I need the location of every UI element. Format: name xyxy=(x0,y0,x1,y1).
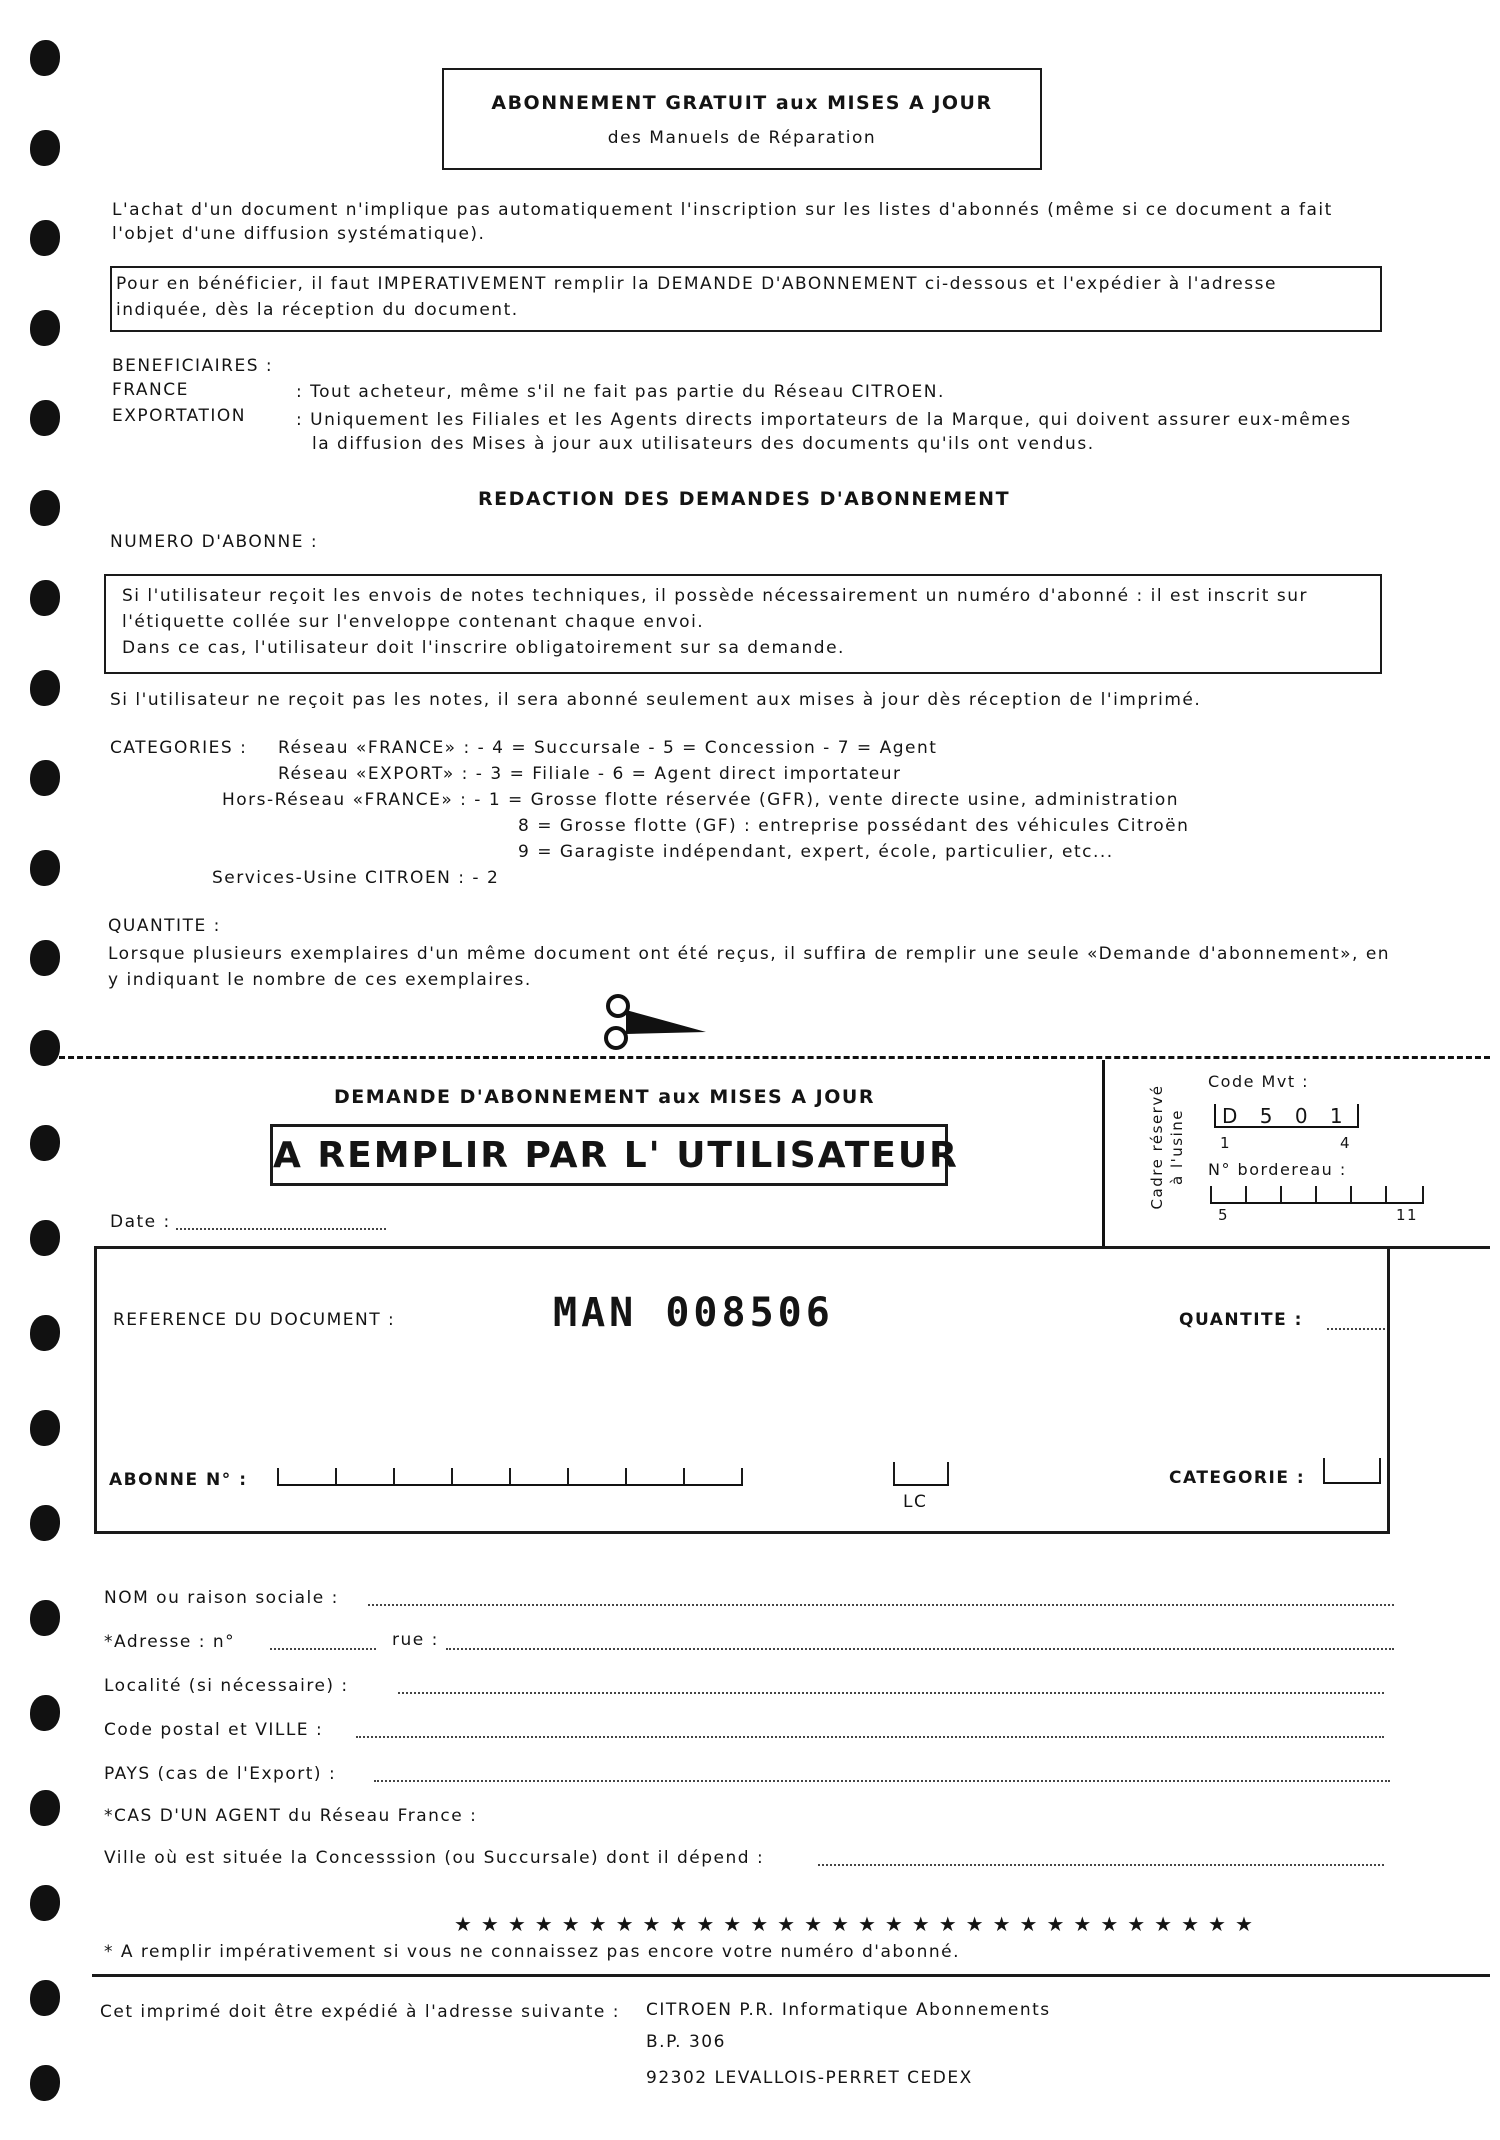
code-mvt-index-start: 1 xyxy=(1220,1134,1232,1152)
numero-box-line-3: Dans ce cas, l'utilisateur doit l'inscrire obligatoirement sur sa demande. xyxy=(122,638,845,658)
punch-hole xyxy=(30,1600,60,1636)
header-box xyxy=(442,68,1042,170)
code-mvt-label: Code Mvt : xyxy=(1208,1072,1310,1091)
punch-hole xyxy=(30,130,60,166)
reference-value: MAN 008506 xyxy=(553,1290,834,1336)
scissors-icon xyxy=(596,990,716,1050)
category-row-6: Services-Usine CITROEN : - 2 xyxy=(212,868,500,888)
redaction-heading: REDACTION DES DEMANDES D'ABONNEMENT xyxy=(478,488,1011,510)
form-title: DEMANDE D'ABONNEMENT aux MISES A JOUR xyxy=(334,1086,875,1108)
adresse-label: *Adresse : n° xyxy=(104,1632,236,1652)
lc-field[interactable] xyxy=(893,1464,949,1486)
punch-hole xyxy=(30,1030,60,1066)
notice-line-1: Pour en bénéficier, il faut IMPERATIVEMENT remplir la DEMANDE D'ABONNEMENT ci-dessous et l'expédier à l'adresse xyxy=(116,274,1277,294)
cadre-reserve-label xyxy=(1130,1080,1186,1230)
quantite-field[interactable] xyxy=(1327,1328,1385,1330)
quantite-heading: QUANTITE : xyxy=(108,916,221,936)
bordereau-label: N° bordereau : xyxy=(1208,1160,1347,1179)
send-label: Cet imprimé doit être expédié à l'adresse suivante : xyxy=(100,2002,620,2022)
category-row-3: Hors-Réseau «FRANCE» : - 1 = Grosse flotte réservée (GFR), vente directe usine, administration xyxy=(222,790,1180,810)
quantite-line-2: y indiquant le nombre de ces exemplaires. xyxy=(108,970,532,990)
punch-hole xyxy=(30,1980,60,2016)
beneficiaires-heading: BENEFICIAIRES : xyxy=(112,356,274,376)
intro-line-1: L'achat d'un document n'implique pas automatiquement l'inscription sur les listes d'abonnés (même si ce document a fait xyxy=(112,200,1333,220)
code-postal-field[interactable] xyxy=(356,1736,1384,1738)
categorie-field[interactable] xyxy=(1323,1460,1381,1484)
france-text: : Tout acheteur, même s'il ne fait pas partie du Réseau CITROEN. xyxy=(296,382,945,402)
cadre-divider xyxy=(1102,1060,1105,1246)
category-row-5: 9 = Garagiste indépendant, expert, école, particulier, etc... xyxy=(518,842,1114,862)
punch-hole xyxy=(30,940,60,976)
punch-hole xyxy=(30,1505,60,1541)
address-line-3: 92302 LEVALLOIS-PERRET CEDEX xyxy=(646,2068,973,2088)
quantite-line-1: Lorsque plusieurs exemplaires d'un même document ont été reçus, il suffira de remplir une seule «Demande d'abonnement», en xyxy=(108,944,1391,964)
numero-box-line-2: l'étiquette collée sur l'enveloppe contenant chaque envoi. xyxy=(122,612,705,632)
export-label: EXPORTATION xyxy=(112,406,246,426)
notice-box xyxy=(110,266,1382,332)
numero-after-box: Si l'utilisateur ne reçoit pas les notes, il sera abonné seulement aux mises à jour dès réception de l'imprimé. xyxy=(110,690,1202,710)
stars-separator: ★★★★★★★★★★★★★★★★★★★★★★★★★★★★★★ xyxy=(454,1912,1262,1936)
nom-field[interactable] xyxy=(368,1604,1394,1606)
header-subtitle: des Manuels de Réparation xyxy=(607,128,877,148)
export-text-2: la diffusion des Mises à jour aux utilisateurs des documents qu'ils ont vendus. xyxy=(312,434,1095,454)
bordereau-index-end: 11 xyxy=(1396,1206,1419,1224)
cadre-label-2: à l'usine xyxy=(1168,1109,1186,1185)
nom-label: NOM ou raison sociale : xyxy=(104,1588,339,1608)
france-label: FRANCE xyxy=(112,380,189,400)
punch-hole xyxy=(30,1125,60,1161)
footer-rule xyxy=(92,1974,1490,1977)
address-line-1: CITROEN P.R. Informatique Abonnements xyxy=(646,2000,1051,2020)
categorie-label: CATEGORIE : xyxy=(1169,1468,1306,1488)
bordereau-index-start: 5 xyxy=(1218,1206,1230,1224)
numero-box-line-1: Si l'utilisateur reçoit les envois de notes techniques, il possède nécessairement un numéro d'abonné : il est inscrit sur xyxy=(122,586,1308,606)
category-row-4: 8 = Grosse flotte (GF) : entreprise possédant des véhicules Citroën xyxy=(518,816,1190,836)
punch-hole xyxy=(30,220,60,256)
punch-hole xyxy=(30,1790,60,1826)
agent-label: *CAS D'UN AGENT du Réseau France : xyxy=(104,1806,478,1826)
reference-label: REFERENCE DU DOCUMENT : xyxy=(113,1310,396,1330)
header-title: ABONNEMENT GRATUIT aux MISES A JOUR xyxy=(491,92,993,114)
rue-field[interactable] xyxy=(446,1648,1394,1650)
notice-line-2: indiquée, dès la réception du document. xyxy=(116,300,519,320)
export-text-1: : Uniquement les Filiales et les Agents directs importateurs de la Marque, qui doivent assurer eux-mêmes xyxy=(296,410,1352,430)
punch-hole xyxy=(30,490,60,526)
pays-label: PAYS (cas de l'Export) : xyxy=(104,1764,337,1784)
quantite-field-label: QUANTITE : xyxy=(1179,1310,1303,1330)
adresse-numero-field[interactable] xyxy=(270,1648,376,1650)
localite-field[interactable] xyxy=(398,1692,1384,1694)
ville-field[interactable] xyxy=(818,1864,1384,1866)
footer-note: * A remplir impérativement si vous ne connaissez pas encore votre numéro d'abonné. xyxy=(104,1942,960,1962)
date-field[interactable] xyxy=(176,1228,386,1230)
ville-label: Ville où est située la Concesssion (ou Succursale) dont il dépend : xyxy=(104,1848,765,1868)
punch-hole xyxy=(30,40,60,76)
cadre-label-1: Cadre réservé xyxy=(1148,1084,1166,1210)
form-banner: A REMPLIR PAR L' UTILISATEUR xyxy=(273,1135,959,1176)
pays-field[interactable] xyxy=(374,1780,1390,1782)
punch-hole xyxy=(30,1410,60,1446)
punch-hole xyxy=(30,310,60,346)
intro-line-2: l'objet d'une diffusion systématique). xyxy=(112,224,486,244)
cut-line xyxy=(50,1056,1490,1059)
abonne-label: ABONNE N° : xyxy=(109,1470,248,1490)
punch-hole xyxy=(30,670,60,706)
punch-hole xyxy=(30,400,60,436)
reference-box xyxy=(94,1248,1390,1534)
category-row-1: Réseau «FRANCE» : - 4 = Succursale - 5 = Concession - 7 = Agent xyxy=(278,738,938,758)
code-postal-label: Code postal et VILLE : xyxy=(104,1720,324,1740)
rue-label: rue : xyxy=(392,1630,439,1650)
punch-hole xyxy=(30,2065,60,2101)
punch-hole xyxy=(30,850,60,886)
localite-label: Localité (si nécessaire) : xyxy=(104,1676,349,1696)
punch-hole xyxy=(30,760,60,796)
code-mvt-value: D 5 0 1 xyxy=(1214,1104,1359,1128)
abonne-number-field[interactable] xyxy=(277,1464,743,1486)
category-row-2: Réseau «EXPORT» : - 3 = Filiale - 6 = Agent direct importateur xyxy=(278,764,902,784)
punch-hole xyxy=(30,580,60,616)
lc-label: LC xyxy=(903,1492,928,1512)
punch-hole xyxy=(30,1695,60,1731)
punch-hole xyxy=(30,1220,60,1256)
form-banner-box xyxy=(270,1124,959,1186)
date-label: Date : xyxy=(110,1212,171,1232)
categories-heading: CATEGORIES : xyxy=(110,738,248,758)
punch-hole xyxy=(30,1315,60,1351)
code-mvt-index-end: 4 xyxy=(1340,1134,1352,1152)
bordereau-field[interactable] xyxy=(1210,1184,1424,1204)
numero-heading: NUMERO D'ABONNE : xyxy=(110,532,319,552)
punch-hole xyxy=(30,1885,60,1921)
address-line-2: B.P. 306 xyxy=(646,2032,726,2052)
numero-box xyxy=(104,574,1382,674)
